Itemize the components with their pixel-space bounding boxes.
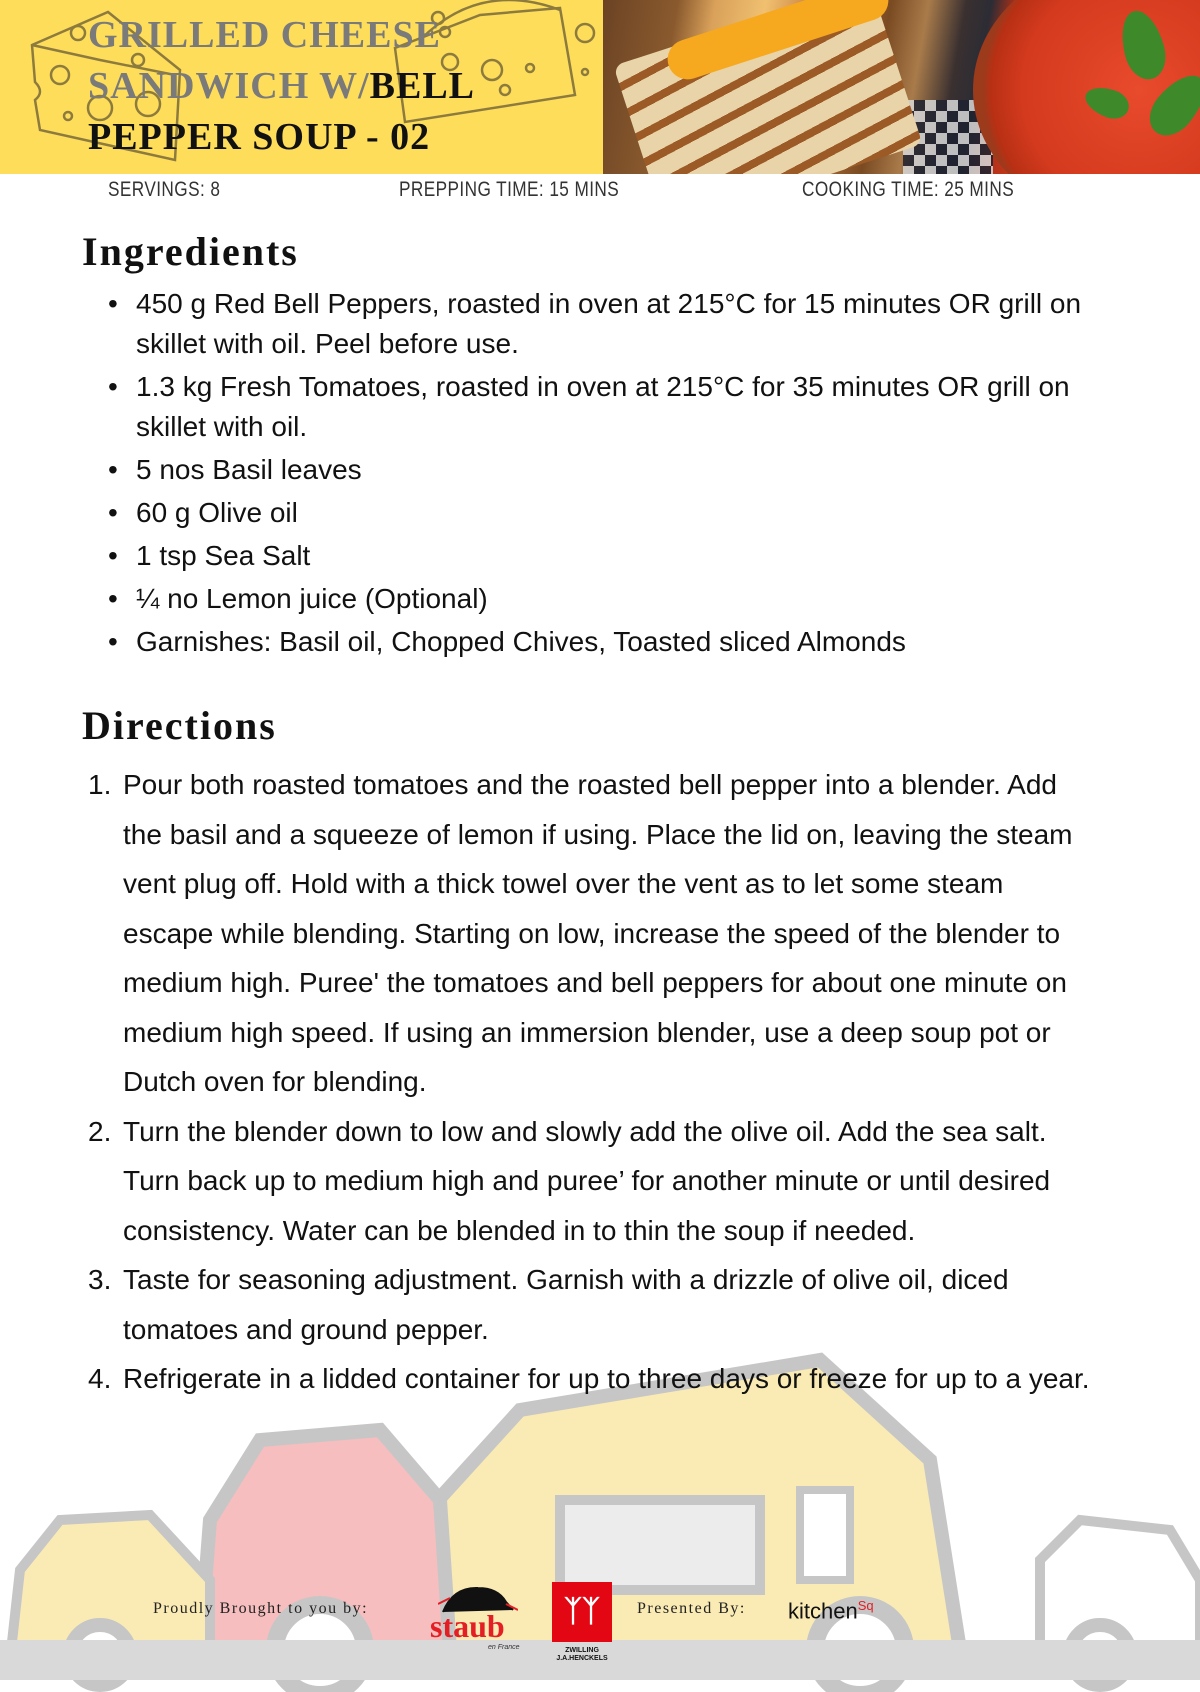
direction-step	[88, 760, 1098, 1107]
zwilling-logo	[552, 1582, 612, 1672]
soup-bowl-image	[973, 0, 1200, 174]
recipe-title	[88, 10, 568, 163]
kitchen-wordmark: kitchen	[788, 1598, 858, 1624]
ingredient-item: • 60 g Olive oil	[108, 493, 1118, 533]
step-text: Refrigerate in a lidded container for up to three days or freeze for up to a year.	[123, 1363, 1090, 1394]
ingredients-list	[108, 284, 1118, 665]
step-text: Taste for seasoning adjustment. Garnish with a drizzle of olive oil, diced tomatoes and ground pepper.	[123, 1264, 1009, 1345]
title-part-black: BELL PEPPER SOUP - 02	[88, 65, 473, 158]
title-part-grey: GRILLED CHEESE SANDWICH W/	[88, 14, 441, 107]
step-text: Turn the blender down to low and slowly add the olive oil. Add the sea salt. Turn back up to medium high and puree’ for another minute or until desired consistency. Water can be blended in to thin the soup if needed.	[123, 1115, 1051, 1246]
twin-figures-icon: ᛉᛉ	[552, 1582, 612, 1642]
presented-by-label: Presented By:	[637, 1600, 746, 1617]
brought-by-label: Proudly Brought to you by:	[153, 1600, 369, 1617]
step-number: 3.	[88, 1264, 112, 1295]
servings: SERVINGS: 8	[108, 178, 221, 201]
direction-step	[88, 1107, 1098, 1256]
zwilling-line2: J.A.HENCKELS	[556, 1655, 608, 1662]
directions-heading: Directions	[82, 703, 277, 748]
ingredients-heading: Ingredients	[82, 229, 299, 274]
kitchen-sq-logo	[788, 1598, 874, 1624]
ingredient-item: • 1 tsp Sea Salt	[108, 536, 1118, 576]
recipe-header	[0, 0, 1200, 174]
title-banner	[0, 0, 603, 174]
staub-logo	[428, 1582, 538, 1652]
direction-step	[88, 1255, 1098, 1354]
step-number: 4.	[88, 1363, 112, 1394]
zwilling-line1: ZWILLING	[565, 1647, 599, 1654]
directions-list	[88, 760, 1098, 1404]
staub-subtitle: en France	[488, 1644, 520, 1651]
direction-step	[88, 1354, 1098, 1404]
cook-time: COOKING TIME: 25 MINS	[802, 178, 1015, 201]
recipe-meta	[0, 176, 1200, 206]
ingredient-item: • 450 g Red Bell Peppers, roasted in oven at 215°C for 15 minutes OR grill on skillet with oil. Peel before use.	[108, 284, 1118, 364]
ingredient-item: • ¼ no Lemon juice (Optional)	[108, 579, 1118, 619]
ingredient-item: • 5 nos Basil leaves	[108, 450, 1118, 490]
ingredient-item: • 1.3 kg Fresh Tomatoes, roasted in oven at 215°C for 35 minutes OR grill on skillet with oil.	[108, 367, 1118, 447]
step-number: 2.	[88, 1115, 112, 1147]
prep-time: PREPPING TIME: 15 MINS	[399, 178, 620, 201]
staub-wordmark: staub	[430, 1608, 505, 1644]
kitchen-sup: Sq	[857, 1598, 874, 1613]
step-text: Pour both roasted tomatoes and the roasted bell pepper into a blender. Add the basil and a squeeze of lemon if using. Place the lid on, leaving the steam vent plug off. Hold with a thick towel over the vent as to let some steam escape while blending. Starting on low, increase the speed of the blender to medium high. Puree' the tomatoes and bell peppers for about one minute on medium high speed. If using an immersion blender, use a deep soup pot or Dutch oven for blending.	[123, 769, 1073, 1097]
hero-food-image	[603, 0, 1200, 174]
ingredient-item: • Garnishes: Basil oil, Chopped Chives, Toasted sliced Almonds	[108, 622, 1118, 662]
step-number: 1.	[88, 769, 112, 800]
